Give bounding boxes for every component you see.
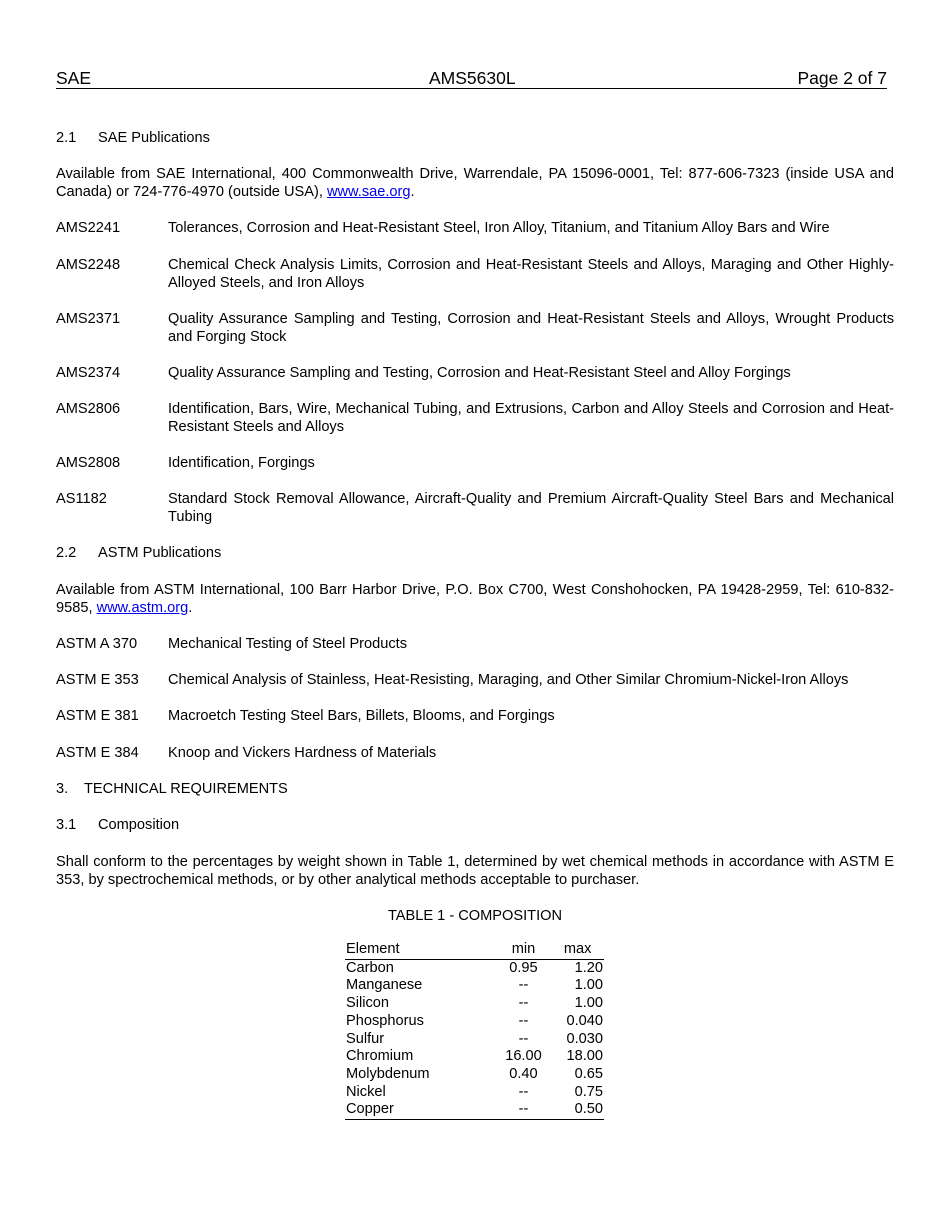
- table-row: [345, 959, 604, 977]
- section-title: TECHNICAL REQUIREMENTS: [84, 781, 288, 797]
- reference-code: AMS2371: [56, 311, 121, 327]
- astm-website-link[interactable]: www.astm.org: [96, 600, 189, 616]
- section-title: SAE Publications: [98, 130, 210, 146]
- sae-availability-paragraph: [56, 165, 894, 201]
- reference-code: ASTM E 384: [56, 745, 139, 761]
- reference-code: ASTM E 353: [56, 672, 139, 688]
- sae-availability-end: .: [410, 184, 415, 200]
- section-2-2-heading: [56, 544, 894, 562]
- cell-min: --: [518, 977, 529, 994]
- reference-description: Standard Stock Removal Allowance, Aircraft-Quality and Premium Aircraft-Quality Steel Bars and Mechanical Tubing: [168, 491, 894, 525]
- table-row: [345, 1031, 604, 1049]
- composition-paragraph: Shall conform to the percentages by weight shown in Table 1, determined by wet chemical methods in accordance with ASTM E 353, by spectrochemical methods, or by other analytical methods acceptable to purchaser.: [56, 854, 894, 888]
- header-min: min: [495, 941, 553, 959]
- reference-description: Knoop and Vickers Hardness of Materials: [168, 745, 437, 761]
- header-org: SAE: [56, 68, 92, 88]
- cell-max: 18.00: [566, 1048, 603, 1065]
- reference-description: Quality Assurance Sampling and Testing, Corrosion and Heat-Resistant Steels and Alloys, Wrought Products and Forging Stock: [168, 311, 894, 345]
- cell-max: 1.20: [574, 959, 603, 976]
- reference-code: ASTM A 370: [56, 636, 138, 652]
- cell-element: Carbon: [346, 959, 394, 976]
- cell-element: Chromium: [346, 1048, 414, 1065]
- reference-description: Mechanical Testing of Steel Products: [168, 636, 408, 652]
- cell-element: Molybdenum: [346, 1065, 430, 1082]
- sae-availability-text: Available from SAE International, 400 Commonwealth Drive, Warrendale, PA 15096-0001, Tel: 877-606-7323 (inside USA and Canada) or 724-776-4970 (outside USA),: [56, 166, 894, 200]
- reference-code: AMS2808: [56, 455, 121, 471]
- reference-code: AMS2241: [56, 220, 121, 236]
- reference-description: Macroetch Testing Steel Bars, Billets, Blooms, and Forgings: [168, 708, 555, 724]
- reference-code: ASTM E 381: [56, 708, 139, 724]
- header-doc-number: AMS5630L: [429, 68, 516, 88]
- sae-website-link[interactable]: www.sae.org: [326, 184, 411, 200]
- cell-min: --: [518, 1012, 529, 1029]
- section-title: Composition: [98, 817, 180, 833]
- astm-availability-paragraph: [56, 581, 894, 617]
- table-row: [345, 1013, 604, 1031]
- cell-max: 0.030: [566, 1030, 603, 1047]
- section-title: ASTM Publications: [98, 545, 222, 561]
- section-number: 2.1: [56, 130, 77, 146]
- reference-description: Identification, Forgings: [168, 455, 315, 471]
- table-row: [345, 1101, 604, 1119]
- cell-max: 1.00: [574, 995, 603, 1012]
- cell-min: --: [495, 1101, 553, 1119]
- cell-element: Manganese: [346, 977, 423, 994]
- table-row: [345, 1066, 604, 1084]
- reference-description: Identification, Bars, Wire, Mechanical Tubing, and Extrusions, Carbon and Alloy Steels and Corrosion and Heat-Resistant Steels and Alloys: [168, 401, 894, 435]
- cell-max: 0.50: [552, 1101, 604, 1119]
- reference-code: AMS2248: [56, 257, 121, 273]
- table-header-row: [345, 941, 604, 959]
- cell-min: --: [518, 1083, 529, 1100]
- cell-element: Phosphorus: [346, 1012, 424, 1029]
- section-3-heading: [56, 780, 894, 798]
- cell-max: 1.00: [574, 977, 603, 994]
- astm-availability-text: Available from ASTM International, 100 Barr Harbor Drive, P.O. Box C700, West Conshohocken, PA 19428-2959, Tel: 610-832-9585,: [56, 582, 894, 616]
- reference-description: Chemical Check Analysis Limits, Corrosion and Heat-Resistant Steels and Alloys, Maraging and Other Highly-Alloyed Steels, and Iron Alloys: [168, 257, 894, 291]
- reference-description: Chemical Analysis of Stainless, Heat-Resisting, Maraging, and Other Similar Chromium-Nickel-Iron Alloys: [168, 672, 849, 688]
- cell-element: Copper: [345, 1101, 495, 1119]
- cell-min: --: [518, 995, 529, 1012]
- cell-min: --: [518, 1030, 529, 1047]
- cell-min: 0.40: [509, 1065, 538, 1082]
- page-header: [56, 68, 887, 89]
- section-3-1-heading: [56, 816, 894, 834]
- astm-availability-end: .: [188, 600, 193, 616]
- section-number: 2.2: [56, 545, 77, 561]
- cell-element: Silicon: [346, 995, 389, 1012]
- section-number: 3.1: [56, 817, 77, 833]
- cell-element: Sulfur: [346, 1030, 385, 1047]
- cell-max: 0.75: [574, 1083, 603, 1100]
- table-row: [345, 1084, 604, 1102]
- cell-min: 0.95: [509, 959, 538, 976]
- cell-min: 16.00: [505, 1048, 542, 1065]
- table-row: [345, 1048, 604, 1066]
- table-row: [345, 977, 604, 995]
- table-row: [345, 995, 604, 1013]
- section-number: 3.: [56, 781, 69, 797]
- reference-description: Tolerances, Corrosion and Heat-Resistant Steel, Iron Alloy, Titanium, and Titanium Alloy Bars and Wire: [168, 220, 830, 236]
- cell-element: Nickel: [346, 1083, 386, 1100]
- reference-description: Quality Assurance Sampling and Testing, Corrosion and Heat-Resistant Steel and Alloy Forgings: [168, 365, 791, 381]
- cell-max: 0.65: [574, 1065, 603, 1082]
- composition-table: [345, 941, 604, 1120]
- reference-code: AMS2374: [56, 365, 121, 381]
- header-max: max: [552, 941, 604, 959]
- table-title: TABLE 1 - COMPOSITION: [387, 908, 563, 924]
- reference-code: AMS2806: [56, 401, 121, 417]
- header-page-number: Page 2 of 7: [797, 68, 887, 88]
- header-element: Element: [345, 941, 495, 959]
- section-2-1-heading: [56, 129, 894, 147]
- cell-max: 0.040: [566, 1012, 603, 1029]
- reference-code: AS1182: [56, 491, 107, 507]
